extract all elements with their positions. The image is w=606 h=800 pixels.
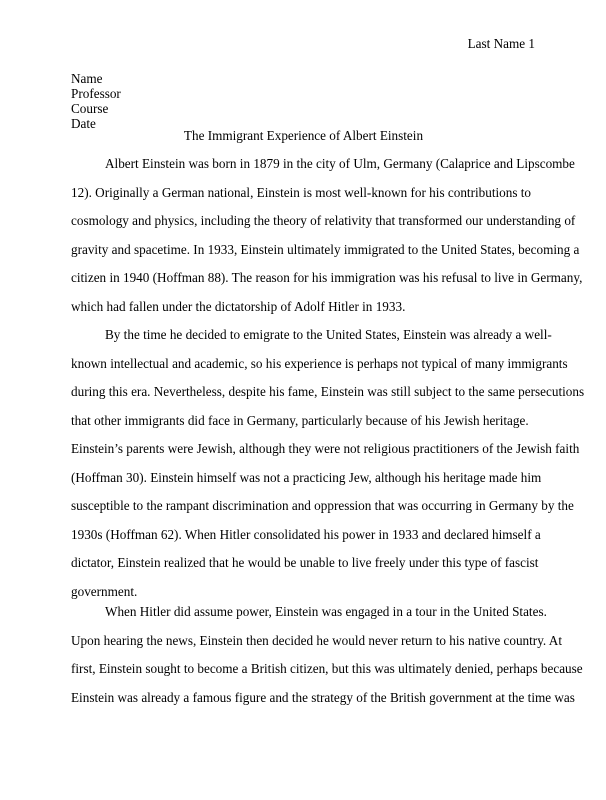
- paragraph-line: citizen in 1940 (Hoffman 88). The reason for his immigration was his refusal to live in Germany,: [71, 270, 583, 285]
- paragraph-line: Einstein was already a famous figure and the strategy of the British government at the time was: [71, 689, 575, 705]
- paragraph-line: By the time he decided to emigrate to the United States, Einstein was already a well-: [105, 327, 552, 342]
- paragraph-2: [71, 326, 585, 611]
- paragraph-line: first, Einstein sought to become a British citizen, but this was ultimately denied, perhaps because: [71, 661, 583, 676]
- paragraph-line: (Hoffman 30). Einstein himself was not a practicing Jew, although his heritage made him: [71, 469, 542, 485]
- paragraph-line: cosmology and physics, including the theory of relativity that transformed our understanding of: [71, 213, 576, 228]
- paragraph-line: gravity and spacetime. In 1933, Einstein ultimately immigrated to the United States, becoming a: [71, 241, 580, 257]
- paragraph-line: during this era. Nevertheless, despite his fame, Einstein was still subject to the same persecutions: [71, 384, 585, 399]
- paragraph-line: Upon hearing the news, Einstein then decided he would never return to his native country. At: [71, 632, 562, 648]
- paragraph-line: Einstein’s parents were Jewish, although they were not religious practitioners of the Jewish faith: [71, 441, 580, 456]
- paragraph-3: [71, 603, 583, 717]
- paragraph-1: [71, 155, 583, 326]
- heading-course: Course: [71, 101, 109, 116]
- running-head: Last Name 1: [467, 36, 535, 51]
- heading-name: Name: [71, 71, 103, 86]
- paragraph-line: 1930s (Hoffman 62). When Hitler consolidated his power in 1933 and declared himself a: [71, 526, 541, 542]
- paragraph-line: that other immigrants did face in Germany, particularly because of his Jewish heritage.: [71, 412, 529, 428]
- heading-professor: Professor: [71, 86, 121, 101]
- paper-title: The Immigrant Experience of Albert Einstein: [183, 128, 424, 143]
- student-heading: [71, 71, 121, 131]
- paragraph-line: susceptible to the rampant discrimination and oppression that was occurring in Germany by the: [71, 498, 574, 513]
- paragraph-line: known intellectual and academic, so his experience is perhaps not typical of many immigrants: [71, 355, 568, 371]
- paragraph-line: dictator, Einstein realized that he would be unable to live freely under this type of fascist: [71, 555, 539, 570]
- paragraph-line: 12). Originally a German national, Einstein is most well-known for his contributions to: [71, 184, 532, 200]
- paragraph-line: which had fallen under the dictatorship of Adolf Hitler in 1933.: [71, 298, 406, 314]
- paragraph-line: When Hitler did assume power, Einstein was engaged in a tour in the United States.: [105, 604, 547, 619]
- paragraph-line: Albert Einstein was born in 1879 in the city of Ulm, Germany (Calaprice and Lipscombe: [105, 156, 575, 171]
- heading-date: Date: [71, 116, 96, 131]
- paragraph-line: government.: [71, 583, 138, 599]
